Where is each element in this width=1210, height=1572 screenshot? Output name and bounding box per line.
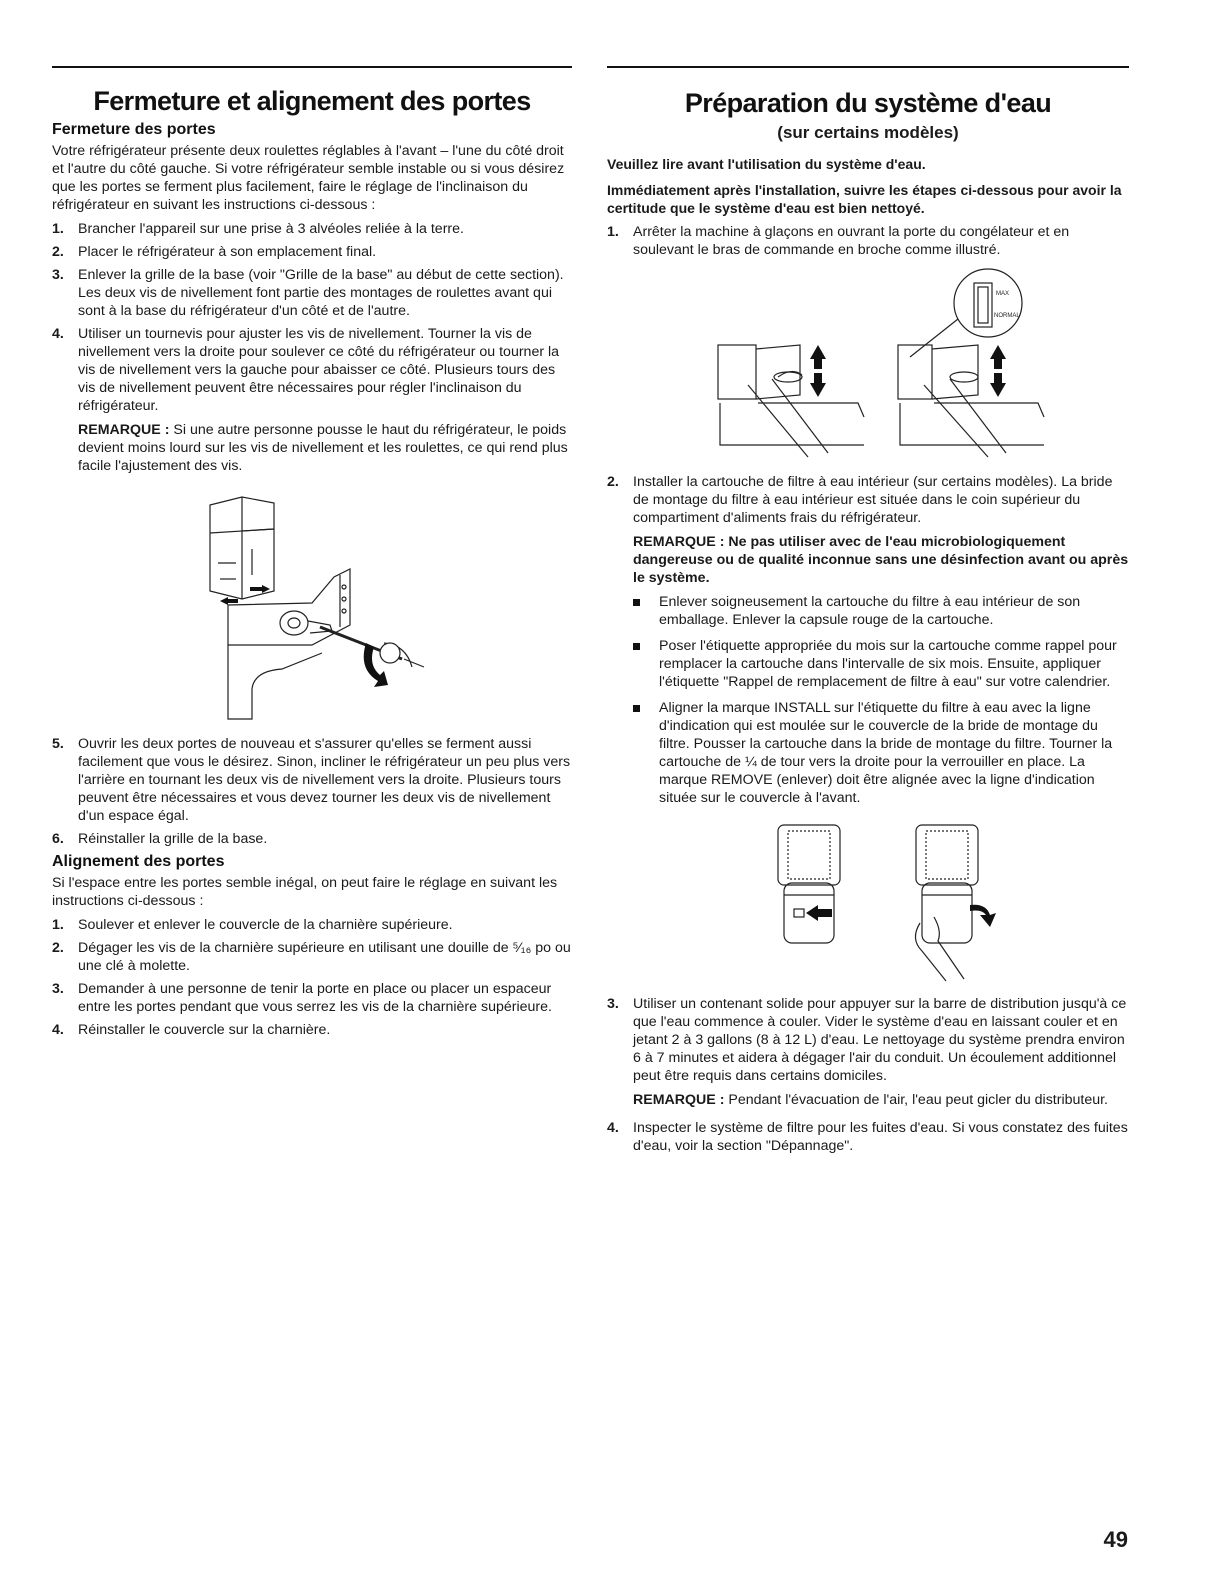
list-item: Poser l'étiquette appropriée du mois sur la cartouche comme rappel pour remplacer la cartouche dans l'intervalle de six mois. Ensuite, appliquer l'étiquette "Rappel de remplacement de filtre à eau" sur votre calendrier. [633,637,1129,691]
list-item: Aligner la marque INSTALL sur l'étiquette du filtre à eau avec la ligne d'indication qui est moulée sur le couvercle de la bride de montage du filtre. Pousser la cartouche dans la bride de montage du filtre. Tourner la cartouche de ¼ de tour vers la droite pour la verrouiller en place. La marque REMOVE (enlever) doit être alignée avec la ligne d'indication située sur le couvercle à l'avant. [633,699,1129,807]
flush-note: REMARQUE : Pendant l'évacuation de l'air, l'eau peut gicler du distributeur. [633,1092,1109,1108]
section-subtitle: (sur certains modèles) [777,123,959,142]
water-steps [607,223,1129,259]
list-item: Enlever soigneusement la cartouche du filtre à eau intérieur de son emballage. Enlever la capsule rouge de la cartouche. [633,593,1129,629]
list-item: 5. Ouvrir les deux portes de nouveau et s'assurer qu'elles se ferment aussi facilement que vous le désirez. Sinon, incliner le réfrigérateur un peu plus vers l'arrière en tournant les deux vis de nivellement vers la droite. Plusieurs tours peuvent être nécessaires et vous devez tourner les deux vis de nivellement d'un espace égal. [52,736,571,824]
water-note: REMARQUE : Ne pas utiliser avec de l'eau microbiologiquement dangereuse ou de qualité inconnue sans une désinfection avant ou après le système. [633,534,1129,586]
section-title: Préparation du système d'eau [684,88,1052,118]
lead-after-install: Immédiatement après l'installation, suivre les étapes ci-dessous pour avoir la certitude que le système d'eau est bien nettoyé. [607,182,1122,216]
list-item: 3. Utiliser un contenant solide pour appuyer sur la barre de distribution jusqu'à ce que l'eau commence à couler. Vider le système d'eau en laissant couler et en jetant 2 à 3 gallons (8 à 12 L) d'eau. Le nettoyage du système prendra environ 6 à 7 minutes et aidera à dégager l'air du conduit. Un écoulement additionnel peut être requis dans certains domiciles. [607,996,1127,1084]
filter-cartridge-illustration [738,815,998,985]
max-label: MAX [996,291,1010,297]
normal-label: NORMAL [994,313,1020,319]
water-steps-4 [607,1119,1129,1155]
alignment-intro: Si l'espace entre les portes semble inégal, on peut faire le réglage en suivant les instructions ci-dessous : [52,875,558,909]
alignment-steps [52,916,572,1039]
list-item: 4. Utiliser un tournevis pour ajuster les vis de nivellement. Tourner la vis de nivellement vers la droite pour soulever ce côté du réfrigérateur ou tourner la vis de nivellement vers la gauche pour abaisser ce côté. Plusieurs tours des vis de nivellement peuvent être nécessaires pour régler l'inclinaison du réfrigérateur. [52,326,560,414]
list-item: 2. Installer la cartouche de filtre à eau intérieur (sur certains modèles). La bride de montage du filtre à eau intérieur est située dans le coin supérieur du compartiment d'aliments frais du réfrigérateur. [607,474,1113,526]
page-number: 49 [1103,1527,1128,1552]
bullet-icon [633,599,640,606]
closing-steps [52,220,572,415]
ice-maker-arm-illustration [688,267,1048,467]
leveling-screw-illustration [192,493,432,723]
right-column [607,66,1129,1160]
closing-heading: Fermeture des portes [52,121,216,138]
alignment-heading: Alignement des portes [52,853,225,870]
top-rule [607,66,1129,68]
list-item: 2. Dégager les vis de la charnière supérieure en utilisant une douille de ⁵⁄₁₆ po ou une clé à molette. [52,940,571,974]
list-item: 3. Enlever la grille de la base (voir "Grille de la base" au début de cette section). Les deux vis de nivellement font partie des montages de roulettes avant qui sont à la base du réfrigérateur d'un côté et de l'autre. [52,267,564,319]
closing-intro: Votre réfrigérateur présente deux roulettes réglables à l'avant – l'une du côté droit et l'autre du côté gauche. Si votre réfrigérateur semble instable ou si vous désirez que les portes se ferment plus facilement, faire le réglage de l'inclinaison du réfrigérateur en suivant les instructions ci-dessous : [52,143,565,213]
closing-steps-continued [52,735,572,848]
list-item: 1. Soulever et enlever le couvercle de la charnière supérieure. [52,917,453,933]
section-title: Fermeture et alignement des portes [93,86,531,116]
list-item: 3. Demander à une personne de tenir la porte en place ou placer un espaceur entre les portes pendant que vous serrez les vis de la charnière supérieure. [52,981,552,1015]
water-steps-3 [607,995,1129,1085]
left-column [52,66,572,1044]
lead-read-first: Veuillez lire avant l'utilisation du système d'eau. [607,156,926,172]
top-rule [52,66,572,68]
bullet-icon [633,705,640,712]
filter-bullets [633,593,1129,807]
closing-note: REMARQUE : Si une autre personne pousse le haut du réfrigérateur, le poids devient moins lourd sur les vis de nivellement et les roulettes, ce qui rend plus facile l'ajustement des vis. [78,422,568,474]
list-item: 4. Inspecter le système de filtre pour les fuites d'eau. Si vous constatez des fuites d'eau, voir la section "Dépannage". [607,1120,1128,1154]
list-item: 2. Placer le réfrigérateur à son emplacement final. [52,244,377,260]
water-steps-2 [607,473,1129,527]
list-item: 1. Brancher l'appareil sur une prise à 3 alvéoles reliée à la terre. [52,221,464,237]
list-item: 1. Arrêter la machine à glaçons en ouvrant la porte du congélateur et en soulevant le bras de commande en broche comme illustré. [607,224,1070,258]
list-item: 6. Réinstaller la grille de la base. [52,831,268,847]
list-item: 4. Réinstaller le couvercle sur la charnière. [52,1022,331,1038]
bullet-icon [633,643,640,650]
